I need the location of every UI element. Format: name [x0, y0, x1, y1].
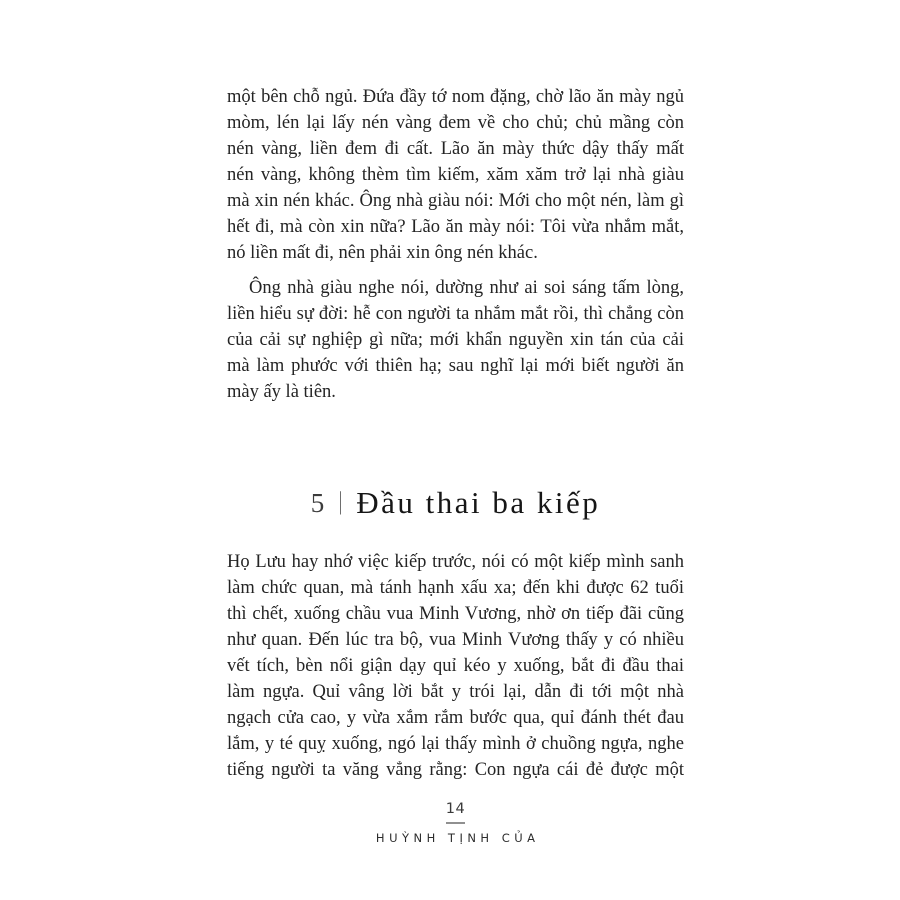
text-line: mày ấy là tiên. [227, 382, 336, 402]
text-line: nén vàng, không thèm tìm kiếm, xăm xăm trở lại nhà giàu [227, 165, 684, 185]
text-line: nén vàng, liền đem đi cất. Lão ăn mày thức dậy thấy mất [227, 139, 684, 159]
paragraph [227, 275, 684, 405]
footer-rule [446, 822, 465, 824]
text-line: mà làm phước với thiên hạ; sau nghĩ lại mới biết người ăn [227, 356, 684, 376]
chapter-separator: | [338, 488, 343, 515]
page-footer [227, 801, 684, 845]
chapter-heading [227, 481, 684, 525]
text-line: Ông nhà giàu nghe nói, dường như ai soi sáng tấm lòng, [249, 278, 684, 298]
page-number: 14 [445, 801, 466, 817]
paragraph [227, 84, 684, 266]
text-line: như quan. Đến lúc tra bộ, vua Minh Vương thấy y có nhiều [227, 630, 684, 650]
text-line: nó liền mất đi, nên phải xin ông nén khác. [227, 243, 538, 263]
text-column [227, 84, 684, 783]
chapter-number: 5 [310, 487, 326, 518]
footer-author: HUỲNH TỊNH CỦA [375, 831, 540, 845]
text-line: làm ngựa. Quỉ vâng lời bắt y trói lại, dẫn đi tới một nhà [227, 682, 684, 702]
text-line: làm chức quan, mà tánh hạnh xấu xa; đến khi được 62 tuổi [227, 578, 684, 598]
text-line: một bên chỗ ngủ. Đứa đầy tớ nom đặng, chờ lão ăn mày ngủ [227, 87, 684, 107]
text-line: mà xin nén khác. Ông nhà giàu nói: Mới cho một nén, làm gì [227, 191, 684, 211]
text-line: liền hiểu sự đời: hễ con người ta nhắm mắt rồi, thì chẳng còn [227, 304, 684, 324]
paragraph [227, 549, 684, 783]
text-line: Họ Lưu hay nhớ việc kiếp trước, nói có một kiếp mình sanh [227, 552, 684, 572]
text-line: hết đi, mà còn xin nữa? Lão ăn mày nói: Tôi vừa nhắm mắt, [227, 217, 684, 237]
text-line: thì chết, xuống chầu vua Minh Vương, nhờ ơn tiếp đãi cũng [227, 604, 684, 624]
text-line: tiếng người ta văng vẳng rằng: Con ngựa cái đẻ được một [227, 760, 684, 780]
text-line: lắm, y té quỵ xuống, ngó lại thấy mình ở chuồng ngựa, nghe [227, 734, 684, 754]
text-line: ngạch cửa cao, y vừa xắm rắm bước qua, quỉ đánh thét đau [227, 708, 684, 728]
text-line: của cải sự nghiệp gì nữa; mới khẩn nguyền xin tán của cải [227, 330, 684, 350]
chapter-title: Đầu thai ba kiếp [356, 485, 601, 520]
text-line: mòm, lén lại lấy nén vàng đem về cho chủ; chủ mầng còn [227, 113, 684, 133]
text-line: vết tích, bèn nổi giận dạy quỉ kéo y xuống, bắt đi đầu thai [227, 656, 684, 676]
